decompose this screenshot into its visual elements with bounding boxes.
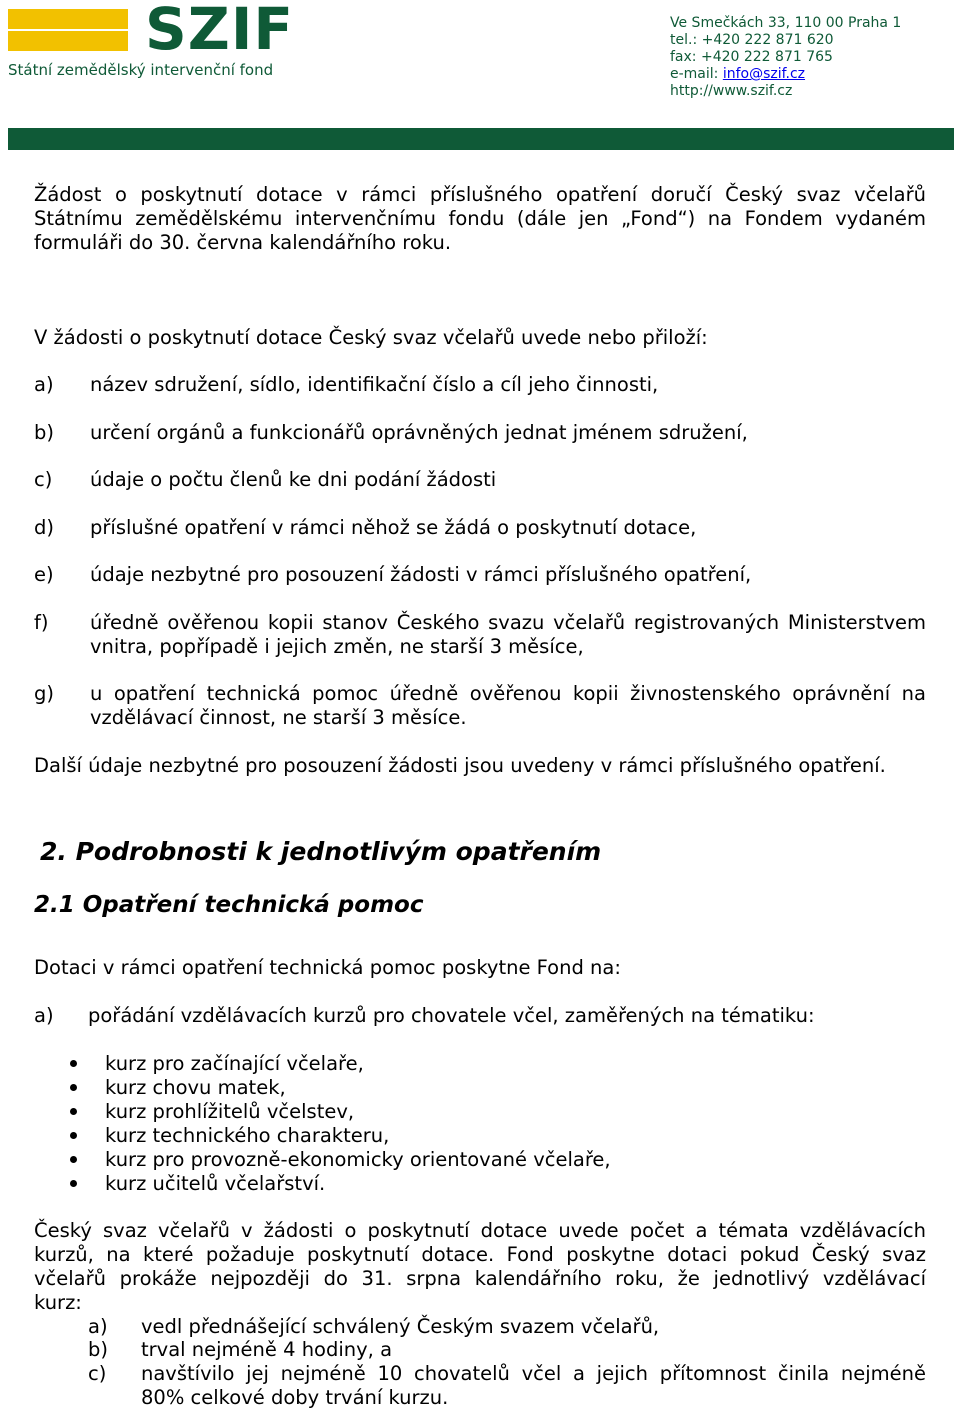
intro-line-2: Státnímu zemědělskému intervenčnímu fondu (dále jen „Fond“) na Fondem vydaném	[34, 207, 926, 230]
list-item-text: určení orgánů a funkcionářů oprávněných jednat jménem sdružení,	[90, 421, 748, 444]
fax: fax: +420 222 871 765	[670, 49, 833, 65]
bullet-item: kurz učitelů včelařství.	[105, 1172, 326, 1195]
bullet-item: kurz pro začínající včelaře,	[105, 1052, 364, 1075]
bullet-icon	[70, 1084, 77, 1091]
paragraph-line: kurz:	[34, 1291, 82, 1314]
logo-text: SZIF	[145, 0, 295, 63]
paragraph-line: Český svaz včelařů v žádosti o poskytnutí dotace uvede počet a témata vzdělávacích	[34, 1219, 926, 1242]
list-item-text: údaje o počtu členů ke dni podání žádosti	[90, 468, 497, 491]
bullet-icon	[70, 1132, 77, 1139]
list-label: f)	[34, 611, 49, 634]
email-row	[670, 66, 901, 83]
section-heading: 2. Podrobnosti k jednotlivým opatřením	[40, 837, 602, 866]
bullet-icon	[70, 1060, 77, 1067]
condition-text: trval nejméně 4 hodiny, a	[141, 1338, 393, 1361]
bullet-item: kurz prohlížitelů včelstev,	[105, 1100, 355, 1123]
bullet-icon	[70, 1156, 77, 1163]
bullet-item: kurz chovu matek,	[105, 1076, 286, 1099]
condition-label: a)	[88, 1315, 108, 1338]
condition-text: vedl přednášející schválený Českým svazem včelařů,	[141, 1315, 660, 1338]
list-item-text: příslušné opatření v rámci něhož se žádá o poskytnutí dotace,	[90, 516, 697, 539]
logo-yellow-bar-bottom	[8, 31, 128, 51]
condition-text: 80% celkové doby trvání kurzu.	[141, 1386, 449, 1409]
section-lead: Dotaci v rámci opatření technická pomoc poskytne Fond na:	[34, 956, 621, 979]
list-label: e)	[34, 563, 54, 586]
list-item-text: vnitra, popřípadě i jejich změn, ne starší 3 měsíce,	[90, 635, 584, 658]
bullet-icon	[70, 1108, 77, 1115]
email-label: e-mail:	[670, 66, 723, 82]
bullet-icon	[70, 1180, 77, 1187]
header-divider-bar	[8, 128, 954, 150]
address: Ve Smečkách 33, 110 00 Praha 1	[670, 15, 902, 31]
logo-subtitle: Státní zemědělský intervenční fond	[8, 61, 274, 79]
requirements-lead: V žádosti o poskytnutí dotace Český svaz včelařů uvede nebo přiloží:	[34, 326, 708, 349]
paragraph-line: kurzů, na které požaduje poskytnutí dotace. Fond poskytne dotaci pokud Český svaz	[34, 1243, 926, 1266]
list-item-text: u opatření technická pomoc úředně ověřenou kopii živnostenského oprávnění na	[90, 682, 926, 705]
list-item-text: úředně ověřenou kopii stanov Českého svazu včelařů registrovaných Ministerstvem	[90, 611, 926, 634]
list-label: g)	[34, 682, 54, 705]
condition-text: navštívilo jej nejméně 10 chovatelů včel a jejich přítomnost činila nejméně	[141, 1362, 926, 1385]
website: http://www.szif.cz	[670, 83, 793, 99]
list-item-text: pořádání vzdělávacích kurzů pro chovatele včel, zaměřených na tématiku:	[88, 1004, 815, 1027]
phone: tel.: +420 222 871 620	[670, 32, 834, 48]
list-item-text: údaje nezbytné pro posouzení žádosti v rámci příslušného opatření,	[90, 563, 752, 586]
list-label: a)	[34, 1004, 54, 1027]
list-label: d)	[34, 516, 54, 539]
paragraph-line: včelařů prokáže nejpozději do 31. srpna kalendářního roku, že jednotlivý vzdělávací	[34, 1267, 926, 1290]
contact-block	[670, 15, 901, 100]
condition-label: b)	[88, 1338, 108, 1361]
condition-label: c)	[88, 1362, 107, 1385]
list-item-text: název sdružení, sídlo, identifikační číslo a cíl jeho činnosti,	[90, 373, 659, 396]
list-label: a)	[34, 373, 54, 396]
logo-yellow-bar-top	[8, 9, 128, 29]
requirements-closing: Další údaje nezbytné pro posouzení žádosti jsou uvedeny v rámci příslušného opatření.	[34, 754, 886, 777]
list-label: c)	[34, 468, 53, 491]
bullet-item: kurz technického charakteru,	[105, 1124, 390, 1147]
list-item-text: vzdělávací činnost, ne starší 3 měsíce.	[90, 706, 467, 729]
bullet-item: kurz pro provozně-ekonomicky orientované včelaře,	[105, 1148, 611, 1171]
list-label: b)	[34, 421, 54, 444]
intro-line-1: Žádost o poskytnutí dotace v rámci příslušného opatření doručí Český svaz včelařů	[34, 183, 926, 206]
email-link[interactable]: info@szif.cz	[722, 66, 806, 82]
subsection-heading: 2.1 Opatření technická pomoc	[34, 892, 424, 918]
intro-line-3: formuláři do 30. června kalendářního roku.	[34, 231, 452, 254]
